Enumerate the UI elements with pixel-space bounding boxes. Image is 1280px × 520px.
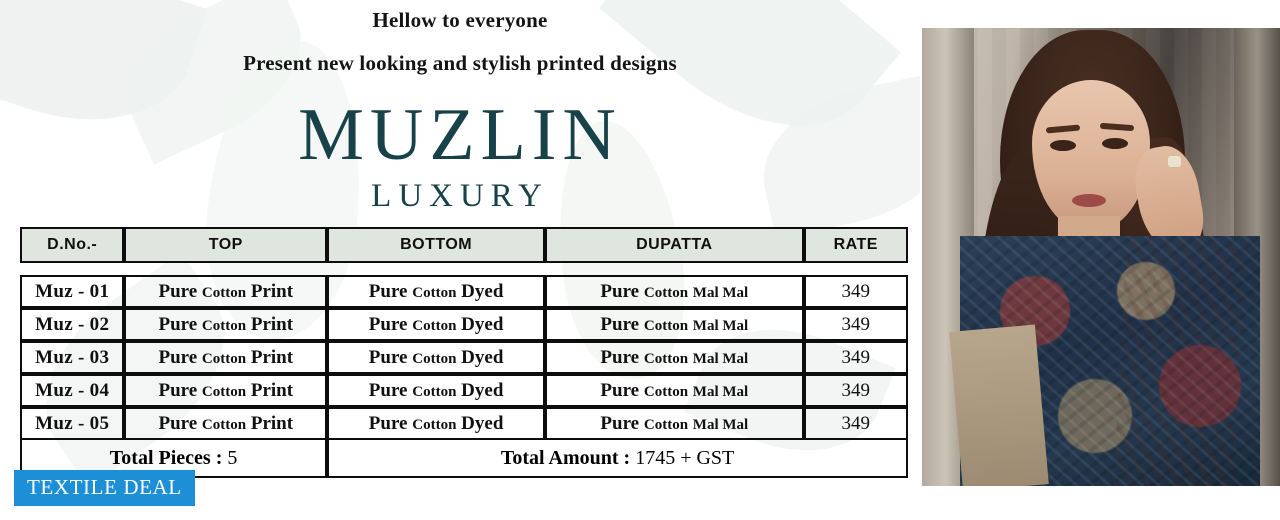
model-face — [1032, 80, 1150, 230]
cell-dupatta-word3: Mal Mal — [692, 284, 749, 301]
cell-dupatta-word3: Mal Mal — [692, 416, 749, 433]
cell-top-word3: Print — [250, 280, 294, 302]
cell-bottom-word2: Cotton — [412, 317, 457, 334]
cell-dupatta-word2: Cotton — [643, 284, 689, 301]
cell-top-word1: Pure — [158, 379, 198, 401]
table-row — [20, 341, 908, 374]
model-eye-right — [1102, 138, 1128, 149]
cell-bottom-word2: Cotton — [412, 383, 457, 400]
cell-bottom-word1: Pure — [368, 313, 408, 335]
cell-bottom — [327, 341, 545, 374]
cell-rate: 349 — [804, 308, 908, 341]
total-amount-cell — [327, 440, 908, 478]
cell-bottom — [327, 407, 545, 440]
price-table — [20, 227, 908, 478]
cell-dupatta-word1: Pure — [600, 412, 640, 434]
cell-dupatta — [545, 341, 803, 374]
model-ring — [1168, 156, 1181, 167]
cell-dupatta — [545, 374, 803, 407]
column-header-rate: RATE — [804, 227, 908, 263]
table-header-row — [20, 227, 908, 263]
total-pieces-label: Total Pieces : — [109, 446, 223, 469]
cell-top-word2: Cotton — [201, 284, 247, 301]
cell-top — [124, 275, 327, 308]
cell-dno: Muz - 03 — [20, 341, 124, 374]
cell-bottom — [327, 374, 545, 407]
table-row — [20, 407, 908, 440]
total-amount-label: Total Amount : — [500, 446, 631, 469]
cell-rate: 349 — [804, 407, 908, 440]
cell-top-word3: Print — [250, 346, 294, 368]
cell-bottom-word3: Dyed — [461, 379, 504, 401]
cell-bottom-word2: Cotton — [412, 284, 457, 301]
cell-top-word2: Cotton — [201, 350, 247, 367]
cell-dno: Muz - 02 — [20, 308, 124, 341]
cell-dupatta-word2: Cotton — [643, 350, 689, 367]
cell-bottom-word1: Pure — [368, 346, 408, 368]
cell-top-word1: Pure — [158, 412, 198, 434]
cell-dno: Muz - 01 — [20, 275, 124, 308]
cell-top-word3: Print — [250, 313, 294, 335]
cell-bottom-word2: Cotton — [412, 416, 457, 433]
cell-bottom — [327, 308, 545, 341]
cell-bottom-word3: Dyed — [461, 412, 504, 434]
brand-subtitle: LUXURY — [371, 178, 549, 214]
cell-rate: 349 — [804, 374, 908, 407]
cell-bottom-word1: Pure — [368, 379, 408, 401]
cell-top — [124, 374, 327, 407]
printed-dupatta — [1114, 237, 1247, 486]
cell-dupatta-word2: Cotton — [643, 416, 689, 433]
total-pieces-value: 5 — [227, 446, 238, 469]
cell-top-word1: Pure — [158, 346, 198, 368]
cell-top — [124, 308, 327, 341]
column-header-bottom: BOTTOM — [327, 227, 545, 263]
table-row — [20, 275, 908, 308]
cell-dupatta — [545, 275, 803, 308]
cell-top — [124, 407, 327, 440]
cell-dupatta-word1: Pure — [600, 379, 640, 401]
cell-dupatta-word3: Mal Mal — [692, 317, 749, 334]
cell-dupatta-word2: Cotton — [643, 317, 689, 334]
cell-top-word3: Print — [250, 379, 294, 401]
table-gap — [20, 263, 908, 275]
cell-dno: Muz - 04 — [20, 374, 124, 407]
cell-rate: 349 — [804, 275, 908, 308]
greeting-line: Hellow to everyone — [372, 8, 548, 32]
cell-top — [124, 341, 327, 374]
cell-dupatta-word3: Mal Mal — [692, 383, 749, 400]
cell-bottom-word1: Pure — [368, 280, 408, 302]
brand-title: MUZLIN — [298, 94, 622, 176]
header-block — [0, 0, 920, 215]
cell-dupatta-word2: Cotton — [643, 383, 689, 400]
column-header-dno: D.No.- — [20, 227, 124, 263]
price-table-container — [20, 227, 908, 478]
cell-bottom-word3: Dyed — [461, 346, 504, 368]
total-amount-value: 1745 + GST — [635, 446, 735, 469]
model-eye-left — [1050, 140, 1076, 151]
cell-bottom-word2: Cotton — [412, 350, 457, 367]
cell-dupatta — [545, 407, 803, 440]
cell-dupatta-word1: Pure — [600, 313, 640, 335]
cell-rate: 349 — [804, 341, 908, 374]
table-gap-cell — [20, 263, 908, 275]
model-lips — [1072, 194, 1106, 207]
cell-top-word1: Pure — [158, 280, 198, 302]
cell-bottom-word1: Pure — [368, 412, 408, 434]
cell-top-word2: Cotton — [201, 416, 247, 433]
cell-dupatta-word3: Mal Mal — [692, 350, 749, 367]
cell-top-word2: Cotton — [201, 383, 247, 400]
cell-bottom — [327, 275, 545, 308]
column-header-dupatta: DUPATTA — [545, 227, 803, 263]
table-row — [20, 374, 908, 407]
table-row — [20, 308, 908, 341]
textile-deal-badge[interactable]: TEXTILE DEAL — [14, 470, 195, 506]
cell-dno: Muz - 05 — [20, 407, 124, 440]
cell-dupatta — [545, 308, 803, 341]
cell-dupatta-word1: Pure — [600, 280, 640, 302]
column-header-top: TOP — [124, 227, 327, 263]
cell-top-word3: Print — [250, 412, 294, 434]
cell-top-word1: Pure — [158, 313, 198, 335]
scarf-left — [949, 325, 1049, 486]
cell-bottom-word3: Dyed — [461, 313, 504, 335]
tagline: Present new looking and stylish printed designs — [243, 51, 677, 75]
cell-dupatta-word1: Pure — [600, 346, 640, 368]
cell-top-word2: Cotton — [201, 317, 247, 334]
cell-bottom-word3: Dyed — [461, 280, 504, 302]
model-photo — [922, 28, 1280, 486]
